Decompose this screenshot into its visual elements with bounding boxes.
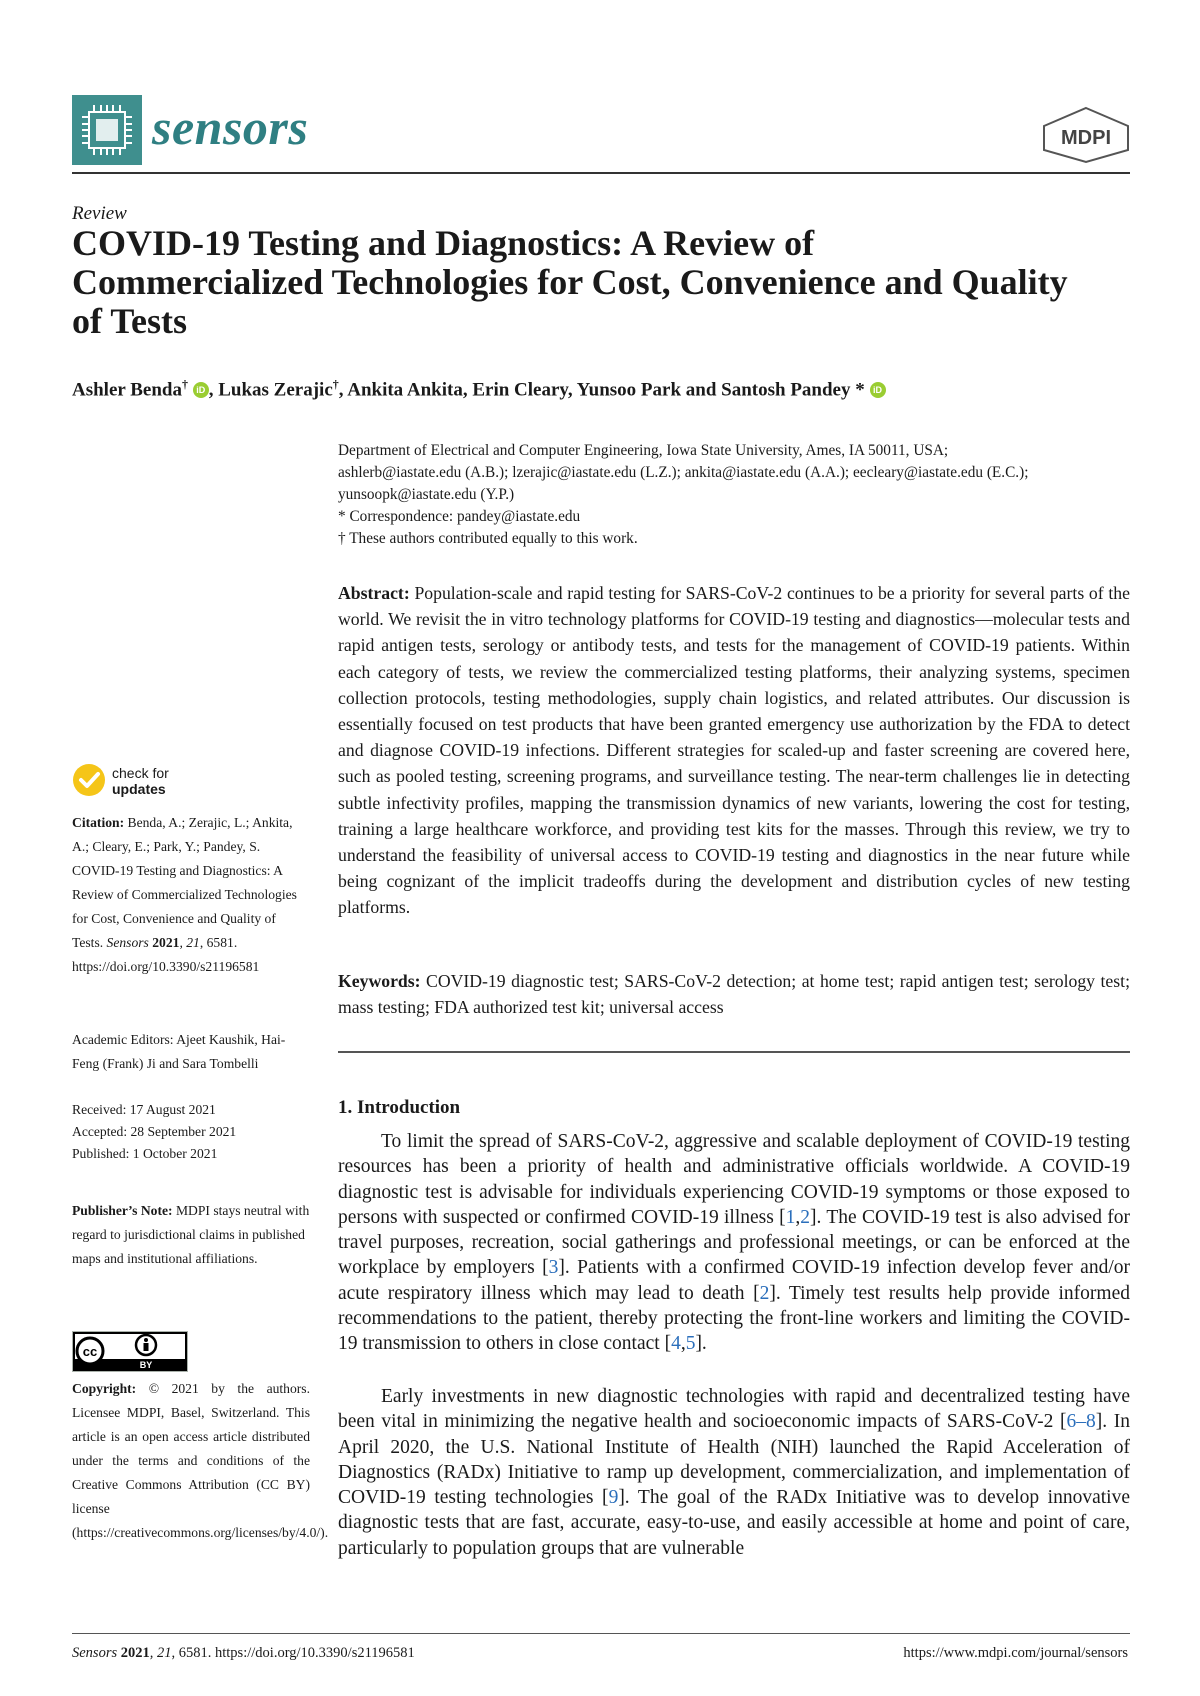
- publisher-note: [72, 1199, 310, 1271]
- footer-citation: [72, 1645, 415, 1662]
- paragraph-text: Early investments in new diagnostic technologies with rapid and decentralized testing have been vital in minimizing the negative health and socioeconomic impacts of SARS-CoV-2 [: [338, 1386, 1130, 1433]
- keywords-label: Keywords:: [338, 971, 421, 991]
- check-for-text: check for: [112, 765, 169, 781]
- citation-year: 2021: [148, 935, 180, 950]
- reference-link[interactable]: 1: [785, 1206, 796, 1228]
- reference-link[interactable]: 3: [548, 1257, 559, 1279]
- keywords-text: COVID-19 diagnostic test; SARS-CoV-2 detection; at home test; rapid antigen test; serology test; mass testing; FDA authorized test kit; universal access: [338, 971, 1130, 1018]
- paragraph-text: To limit the spread of SARS-CoV-2, aggressive and scalable deployment of COVID-19 testing resources has been a priority of health and administrative officials worldwide. A COVID-19 diagnostic test is advisable for individuals experiencing COVID-19 symptoms or those exposed to persons with suspected or confirmed COVID-19 illness [: [338, 1131, 1130, 1228]
- journal-logo: [72, 95, 142, 165]
- mdpi-logo-text: MDPI: [1061, 127, 1111, 149]
- article-title: COVID-19 Testing and Diagnostics: A Review of Commercialized Technologies for Cost, Convenience and Quality of Tests: [72, 223, 1068, 341]
- abstract-label: Abstract:: [338, 583, 410, 603]
- publisher-note-label: Publisher’s Note:: [72, 1203, 173, 1218]
- header-divider: [72, 172, 1130, 174]
- cc-by-label: BY: [139, 1360, 153, 1370]
- journal-url[interactable]: https://www.mdpi.com/journal/sensors: [903, 1645, 1128, 1661]
- publication-dates: [72, 1099, 310, 1165]
- citation-doi[interactable]: , 6581. https://doi.org/10.3390/s21196581: [72, 935, 260, 974]
- citation-label: Citation:: [72, 815, 125, 830]
- updates-text: updates: [112, 781, 166, 797]
- check-icon: [72, 763, 106, 797]
- equal-contribution-note: † These authors contributed equally to this work.: [338, 530, 638, 547]
- check-for-updates-button[interactable]: [72, 763, 106, 797]
- paragraph-text: ]. Patients with a confirmed COVID-19 infection develop fever and/or acute respiratory illness which may lead to death [: [338, 1257, 1130, 1304]
- affiliation-emails: ashlerb@iastate.edu (A.B.); lzerajic@iastate.edu (L.Z.); ankita@iastate.edu (A.A.); eecleary@iastate.edu (E.C.);: [338, 464, 1029, 481]
- affiliations: [338, 440, 1130, 550]
- reference-link[interactable]: 2: [800, 1206, 810, 1228]
- citation-text: Benda, A.; Zerajic, L.; Ankita, A.; Cleary, E.; Park, Y.; Pandey, S. COVID-19 Testing and Diagnostics: A Review of Commercialized Technologies for Cost, Convenience and Quality of Tests.: [72, 815, 297, 950]
- abstract: [338, 580, 1130, 921]
- citation-journal: Sensors: [106, 935, 149, 950]
- check-for-updates-label[interactable]: [112, 765, 169, 797]
- paragraph-text: ,: [680, 1333, 686, 1355]
- section-divider: [338, 1051, 1130, 1053]
- orcid-icon[interactable]: iD: [193, 382, 209, 398]
- footer-doi[interactable]: , 6581. https://doi.org/10.3390/s21196581: [171, 1645, 415, 1661]
- copyright-notice: [72, 1377, 329, 1545]
- citation-volume: , 21: [179, 935, 200, 950]
- affiliation-line: Department of Electrical and Computer Engineering, Iowa State University, Ames, IA 50011, USA;: [338, 442, 949, 459]
- received-date: Received: 17 August 2021: [72, 1102, 216, 1117]
- paragraph-text: ]. The COVID-19 test is also advised for travel purposes, recreation, social gatherings and professional meetings, or can be enforced at the workplace by employers [: [338, 1206, 1130, 1279]
- accepted-date: Accepted: 28 September 2021: [72, 1124, 237, 1139]
- footer-volume: , 21: [149, 1645, 172, 1661]
- reference-link[interactable]: 6–8: [1066, 1411, 1096, 1433]
- abstract-text: Population-scale and rapid testing for SARS-CoV-2 continues to be a priority for several parts of the world. We revisit the in vitro technology platforms for COVID-19 testing and diagnostics—molecular tests and rapid antigen tests, serology or antibody tests, and tests for the management of COVID-19 patients. Within each category of tests, we review the commercialized testing platforms, their analyzing systems, specimen collection protocols, testing methodologies, supply chain logistics, and related attributes. Our discussion is essentially focused on test products that have been granted emergency use authorization by the FDA to detect and diagnose COVID-19 infections. Different strategies for scaled-up and faster screening are covered here, such as pooled testing, screening programs, and surveillance testing. The near-term challenges lie in detecting subtle infectivity profiles, mapping the transmission dynamics of new variants, lowering the cost for testing, training a large healthcare workforce, and providing test kits for the masses. Through this review, we try to understand the feasibility of universal access to COVID-19 testing and diagnostics in the near future while being cognizant of the implicit tradeoffs during the development and distribution cycles of new testing platforms.: [338, 583, 1130, 918]
- article-type: Review: [72, 203, 127, 224]
- journal-name: sensors: [152, 99, 309, 155]
- reference-link[interactable]: 9: [608, 1487, 619, 1509]
- section-heading: 1. Introduction: [338, 1097, 461, 1118]
- copyright-label: Copyright:: [72, 1381, 137, 1396]
- equal-contribution-mark: †: [332, 377, 339, 391]
- keywords: [338, 968, 1130, 1020]
- author-names: , Ankita Ankita, Erin Cleary, Yunsoo Park and Santosh Pandey *: [338, 379, 865, 401]
- affiliation-emails: yunsoopk@iastate.edu (Y.P.): [338, 486, 515, 503]
- paragraph-text: ].: [695, 1333, 707, 1355]
- author-name: , Lukas Zerajic: [208, 379, 333, 401]
- cc-by-license-badge[interactable]: [72, 1331, 188, 1372]
- correspondence: * Correspondence: pandey@iastate.edu: [338, 508, 581, 525]
- footer-journal: Sensors: [72, 1645, 118, 1661]
- paragraph-text: ]. In April 2020, the U.S. National Institute of Health (NIH) launched the Rapid Acceleration of Diagnostics (RADx) Initiative to ramp up development, commercialization, and implementation of COVID-19 testing technologies [: [338, 1411, 1130, 1509]
- author-name: Ashler Benda: [72, 379, 182, 401]
- published-date: Published: 1 October 2021: [72, 1146, 218, 1161]
- mdpi-logo: [1040, 106, 1132, 164]
- author-list: [72, 377, 886, 401]
- intro-paragraph: [338, 1129, 1130, 1357]
- reference-link[interactable]: 5: [685, 1333, 696, 1355]
- paragraph-text: ,: [795, 1206, 801, 1228]
- equal-contribution-mark: †: [181, 377, 188, 391]
- orcid-icon[interactable]: iD: [870, 382, 886, 398]
- reference-link[interactable]: 2: [759, 1282, 770, 1304]
- footer-year: 2021: [117, 1645, 150, 1661]
- svg-text:cc: cc: [82, 1344, 98, 1359]
- intro-paragraph: [338, 1384, 1130, 1561]
- paragraph-text: ]. The goal of the RADx Initiative was to develop innovative diagnostic tests that are fast, accurate, easy-to-use, and easily accessible at home and point of care, particularly to population groups that are vulnerable: [338, 1487, 1130, 1559]
- publisher-note-text: MDPI stays neutral with regard to jurisdictional claims in published maps and institutional affiliations.: [72, 1203, 310, 1266]
- reference-link[interactable]: 4: [671, 1333, 681, 1355]
- academic-editors: Academic Editors: Ajeet Kaushik, Hai-Feng (Frank) Ji and Sara Tombelli: [72, 1032, 286, 1071]
- paragraph-text: ]. Timely test results help provide informed recommendations to the patient, thereby protecting the front-line workers and limiting the COVID-19 transmission to others in close contact [: [338, 1282, 1130, 1355]
- copyright-text: © 2021 by the authors. Licensee MDPI, Basel, Switzerland. This article is an open access article distributed under the terms and conditions of the Creative Commons Attribution (CC BY) license (https://creativecommons.org/licenses/by/4.0/).: [72, 1381, 329, 1540]
- footer-divider: [72, 1633, 1130, 1634]
- citation-block: [72, 811, 310, 979]
